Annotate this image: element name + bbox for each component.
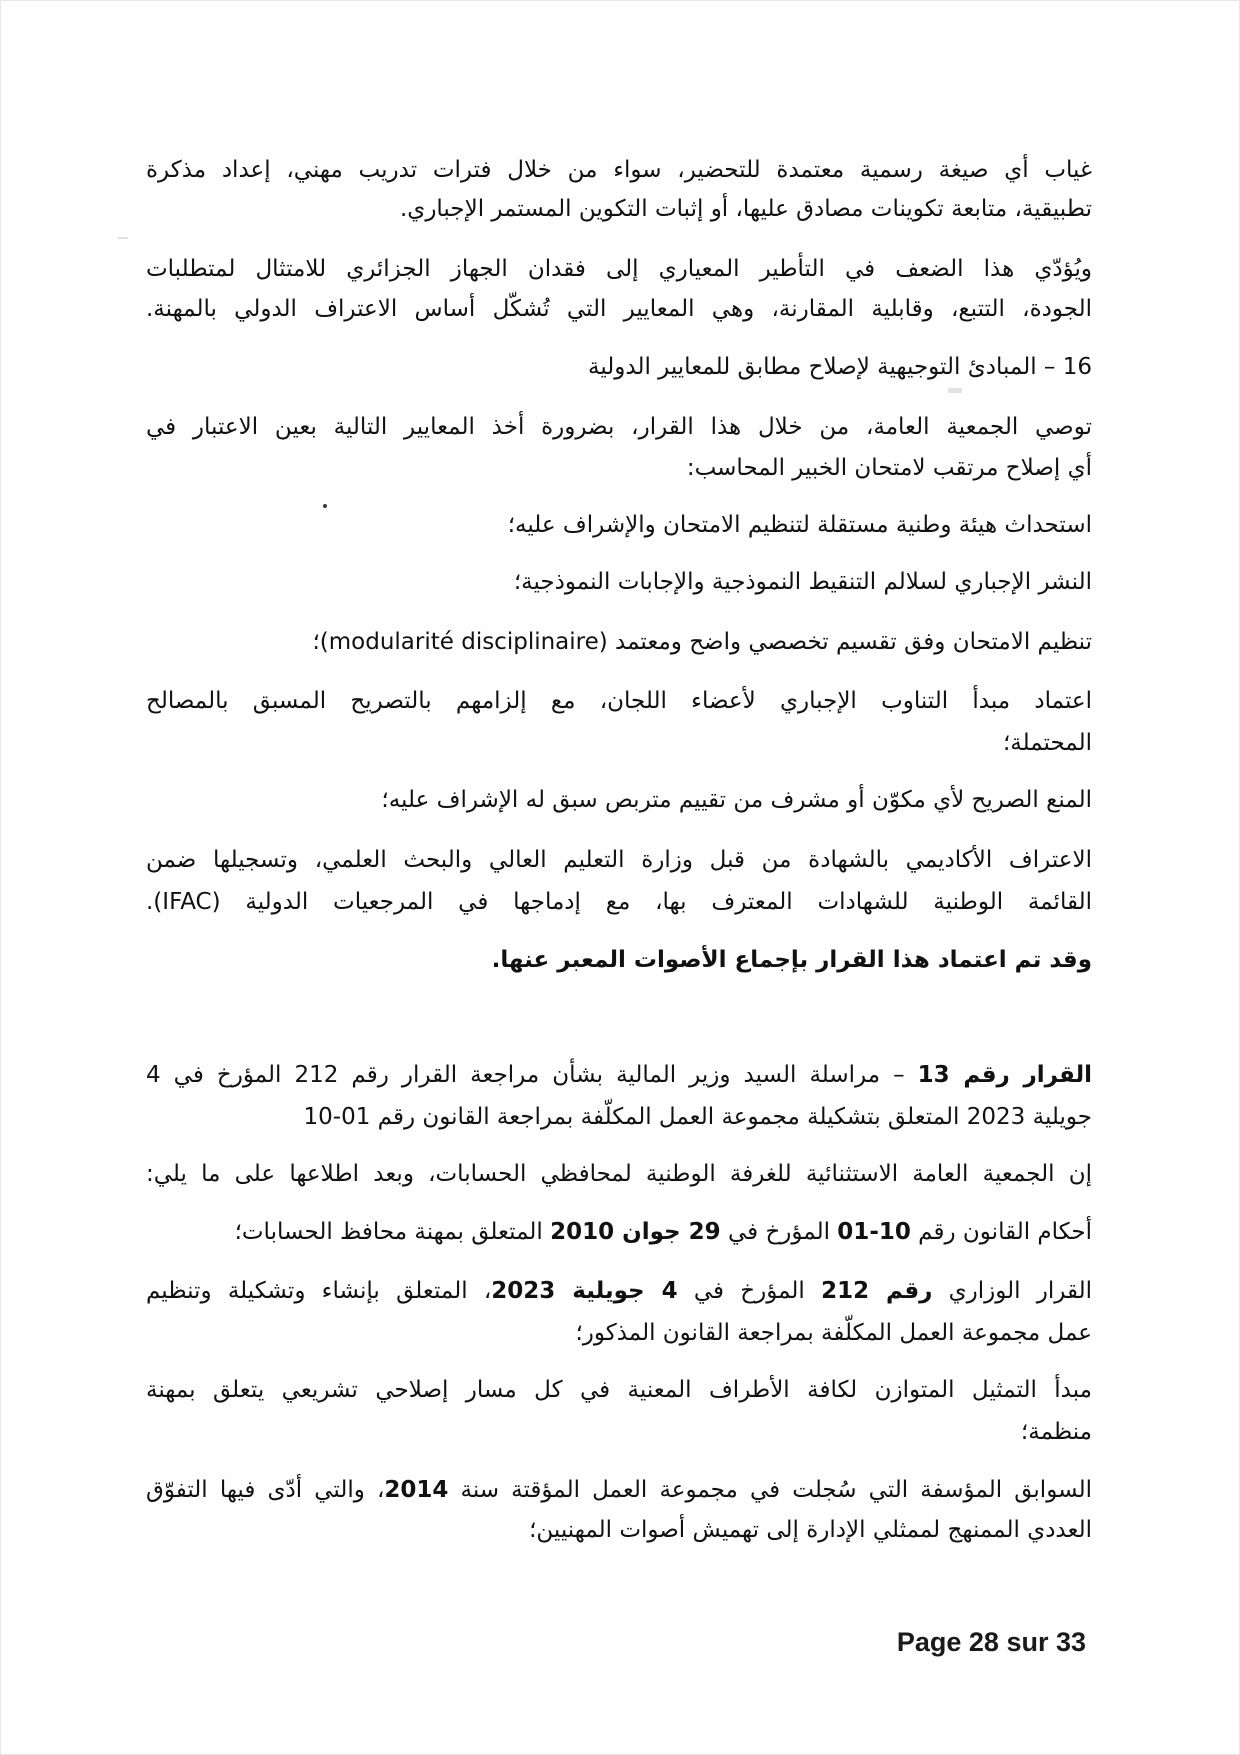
criterion-item-continuation: القائمة الوطنية للشهادات المعترف بها، مع إدماجها في المرجعيات الدولية (IFAC). [146, 889, 1092, 915]
consideration-item [146, 1212, 1092, 1252]
criterion-item: اعتماد مبدأ التناوب الإجباري لأعضاء اللجان، مع إلزامهم بالتصريح المسبق بالمصالح [146, 688, 1092, 714]
decision-number: القرار رقم 13 [917, 1062, 1093, 1088]
criterion-item: المنع الصريح لأي مكوّن أو مشرف من تقييم متربص سبق له الإشراف عليه؛ [381, 787, 1092, 813]
criterion-item: تنظيم الامتحان وفق تقسيم تخصصي واضح ومعتمد (modularité disciplinaire)؛ [312, 629, 1092, 655]
page-number: Page 28 sur 33 [896, 1627, 1086, 1657]
text-line: تطبيقية، متابعة تكوينات مصادق عليها، أو إثبات التكوين المستمر الإجباري. [400, 196, 1092, 222]
decision-title-continuation: جويلية 2023 المتعلق بتشكيلة مجموعة العمل المكلّفة بمراجعة القانون رقم 01-10 [303, 1104, 1092, 1130]
text-line: غياب أي صيغة رسمية معتمدة للتحضير، سواء من خلال فترات تدريب مهني، إعداد مذكرة [146, 157, 1092, 183]
text-run: أحكام القانون رقم [910, 1219, 1092, 1245]
bold-run: رقم 212 [821, 1278, 933, 1304]
text-run: المؤرخ في [720, 1219, 838, 1245]
text-run: ، المتعلق بإنشاء وتشكيلة وتنظيم [146, 1278, 492, 1304]
text-line: أي إصلاح مرتقب لامتحان الخبير المحاسب: [686, 455, 1092, 481]
text-run: ، والتي أدّى فيها التفوّق [146, 1477, 385, 1503]
bold-run: 29 جوان 2010 [550, 1219, 721, 1245]
criterion-item: استحداث هيئة وطنية مستقلة لتنظيم الامتحان والإشراف عليه؛ [507, 512, 1092, 538]
text-line: الجودة، التتبع، وقابلية المقارنة، وهي المعايير التي تُشكّل أساس الاعتراف الدولي بالمهنة. [146, 296, 1092, 322]
adoption-statement: وقد تم اعتماد هذا القرار بإجماع الأصوات المعبر عنها. [491, 947, 1092, 973]
scan-smudge [118, 237, 128, 239]
consideration-item-continuation: منظمة؛ [1020, 1419, 1092, 1445]
criterion-item-continuation: المحتملة؛ [1002, 730, 1092, 756]
text-line: توصي الجمعية العامة، من خلال هذا القرار، بضرورة أخذ المعايير التالية بعين الاعتبار في [146, 414, 1092, 440]
consideration-item [146, 1271, 1092, 1311]
bold-run: 2014 [384, 1477, 449, 1503]
consideration-item [146, 1470, 1092, 1510]
consideration-item-continuation: العددي الممنهج لممثلي الإدارة إلى تهميش أصوات المهنيين؛ [529, 1517, 1092, 1543]
consideration-item: مبدأ التمثيل المتوازن لكافة الأطراف المعنية في كل مسار إصلاحي تشريعي يتعلق بمهنة [146, 1377, 1092, 1403]
scan-smudge [948, 388, 962, 393]
criterion-item: النشر الإجباري لسلالم التنقيط النموذجية والإجابات النموذجية؛ [513, 569, 1092, 595]
decision-title [146, 1055, 1092, 1095]
bold-run: 4 جويلية 2023 [491, 1278, 678, 1304]
decision-title-text: – مراسلة السيد وزير المالية بشأن مراجعة القرار رقم 212 المؤرخ في 4 [146, 1062, 918, 1088]
text-run: السوابق المؤسفة التي سُجلت في مجموعة العمل المؤقتة سنة [448, 1477, 1092, 1503]
section-heading: 16 – المبادئ التوجيهية لإصلاح مطابق للمعايير الدولية [587, 354, 1092, 380]
text-run: المتعلق بمهنة محافظ الحسابات؛ [234, 1219, 551, 1245]
scan-speck [323, 504, 327, 508]
bold-run: 10-01 [837, 1219, 911, 1245]
text-run: القرار الوزاري [932, 1278, 1092, 1304]
criterion-item: الاعتراف الأكاديمي بالشهادة من قبل وزارة التعليم العالي والبحث العلمي، وتسجيلها ضمن [146, 847, 1092, 873]
preamble: إن الجمعية العامة الاستثنائية للغرفة الوطنية لمحافظي الحسابات، وبعد اطلاعها على ما يلي: [146, 1161, 1092, 1187]
text-line: ويُؤدّي هذا الضعف في التأطير المعياري إلى فقدان الجهاز الجزائري للامتثال لمتطلبات [146, 256, 1092, 282]
text-run: المؤرخ في [677, 1278, 822, 1304]
consideration-item-continuation: عمل مجموعة العمل المكلّفة بمراجعة القانون المذكور؛ [575, 1320, 1092, 1346]
